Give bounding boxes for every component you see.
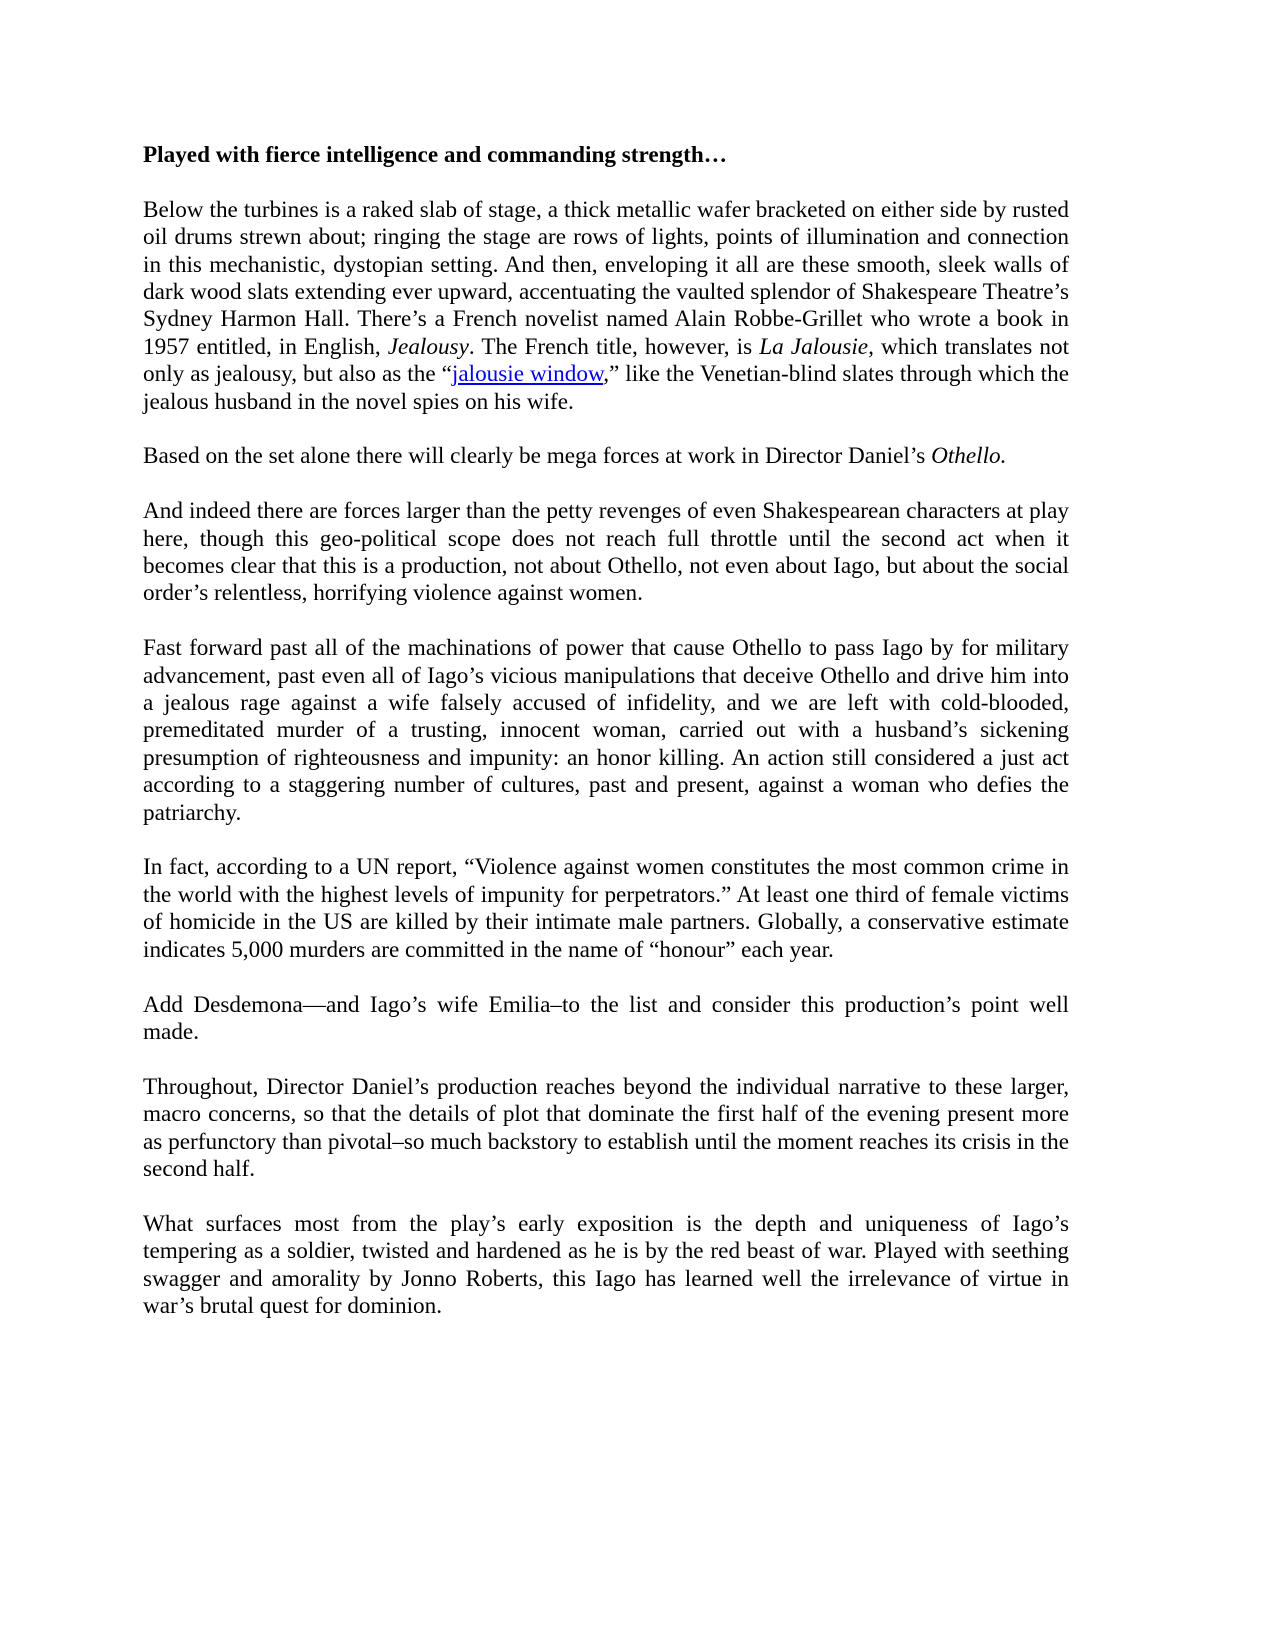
jalousie-window-link[interactable]: jalousie window <box>451 361 604 388</box>
paragraph-honor-killing: Fast forward past all of the machinations of power that cause Othello to pass Iago by for military advancement, past even all of Iago’s vicious manipulations that deceive Othello and drive him into a jealous rage against a wife falsely accused of infidelity, and we are left with cold-blooded, premeditated murder of a trusting, innocent woman, carried out with a husband’s sickening presumption of righteousness and impunity: an honor killing. An action still considered a just act according to a staggering number of cultures, past and present, against a woman who defies the patriarchy. <box>143 635 1069 826</box>
text-run: Based on the set alone there will clearly be mega forces at work in Director Daniel’s <box>143 443 932 470</box>
book-title-english: Jealousy <box>387 333 469 360</box>
text-run: which translates not only as jealousy, but also as the “ <box>143 333 1070 388</box>
paragraph-macro-concerns: Throughout, Director Daniel’s production reaches beyond the individual narrative to these larger, macro concerns, so that the details of plot that dominate the first half of the evening present more as perfunctory than pivotal–so much backstory to establish until the moment reaches its crisis in the second half. <box>143 1073 1069 1182</box>
paragraph-mega-forces <box>143 443 1069 470</box>
paragraph-iago-tempering: What surfaces most from the play’s early exposition is the depth and uniqueness of Iago’s tempering as a soldier, twisted and hardened as he is by the red beast of war. Played with seething swagger and amorality by Jonno Roberts, this Iago has learned well the irrelevance of virtue in war’s brutal quest for dominion. <box>143 1210 1069 1319</box>
text-run: . The French title, however, is <box>468 333 760 360</box>
play-title: Othello. <box>931 443 1007 470</box>
paragraph-desdemona-emilia: Add Desdemona—and Iago’s wife Emilia–to the list and consider this production’s point well made. <box>143 991 1069 1045</box>
book-title-french: La Jalousie, <box>759 333 874 360</box>
text-run: Below the turbines is a raked slab of stage, a thick metallic wafer bracketed on either side by rusted oil drums strewn about; ringing the stage are rows of lights, points of illumination and connection in this mechanistic, dystopian setting. And then, enveloping it all are these smooth, sleek walls of dark wood slats extending ever upward, accentuating the vaulted splendor of Shakespeare Theatre’s Sydney Harmon Hall. There’s a French novelist named Alain Robbe-Grillet who wrote a book in 1957 entitled, in English, <box>143 196 1069 360</box>
paragraph-set-description <box>143 197 1069 416</box>
section-heading: Played with fierce intelligence and commanding strength… <box>143 142 727 168</box>
paragraph-larger-forces: And indeed there are forces larger than the petty revenges of even Shakespearean characters at play here, though this geo-political scope does not reach full throttle until the second act when it becomes clear that this is a production, not about Othello, not even about Iago, but about the social order’s relentless, horrifying violence against women. <box>143 498 1069 607</box>
document-page <box>143 142 1069 1348</box>
text-run: ,” like the Venetian-blind slates through which the jealous husband in the novel spies on his wife. <box>143 361 1069 415</box>
paragraph-un-report: In fact, according to a UN report, “Violence against women constitutes the most common crime in the world with the highest levels of impunity for perpetrators.” At least one third of female victims of homicide in the US are killed by their intimate male partners. Globally, a conservative estimate indicates 5,000 murders are committed in the name of “honour” each year. <box>143 854 1069 963</box>
